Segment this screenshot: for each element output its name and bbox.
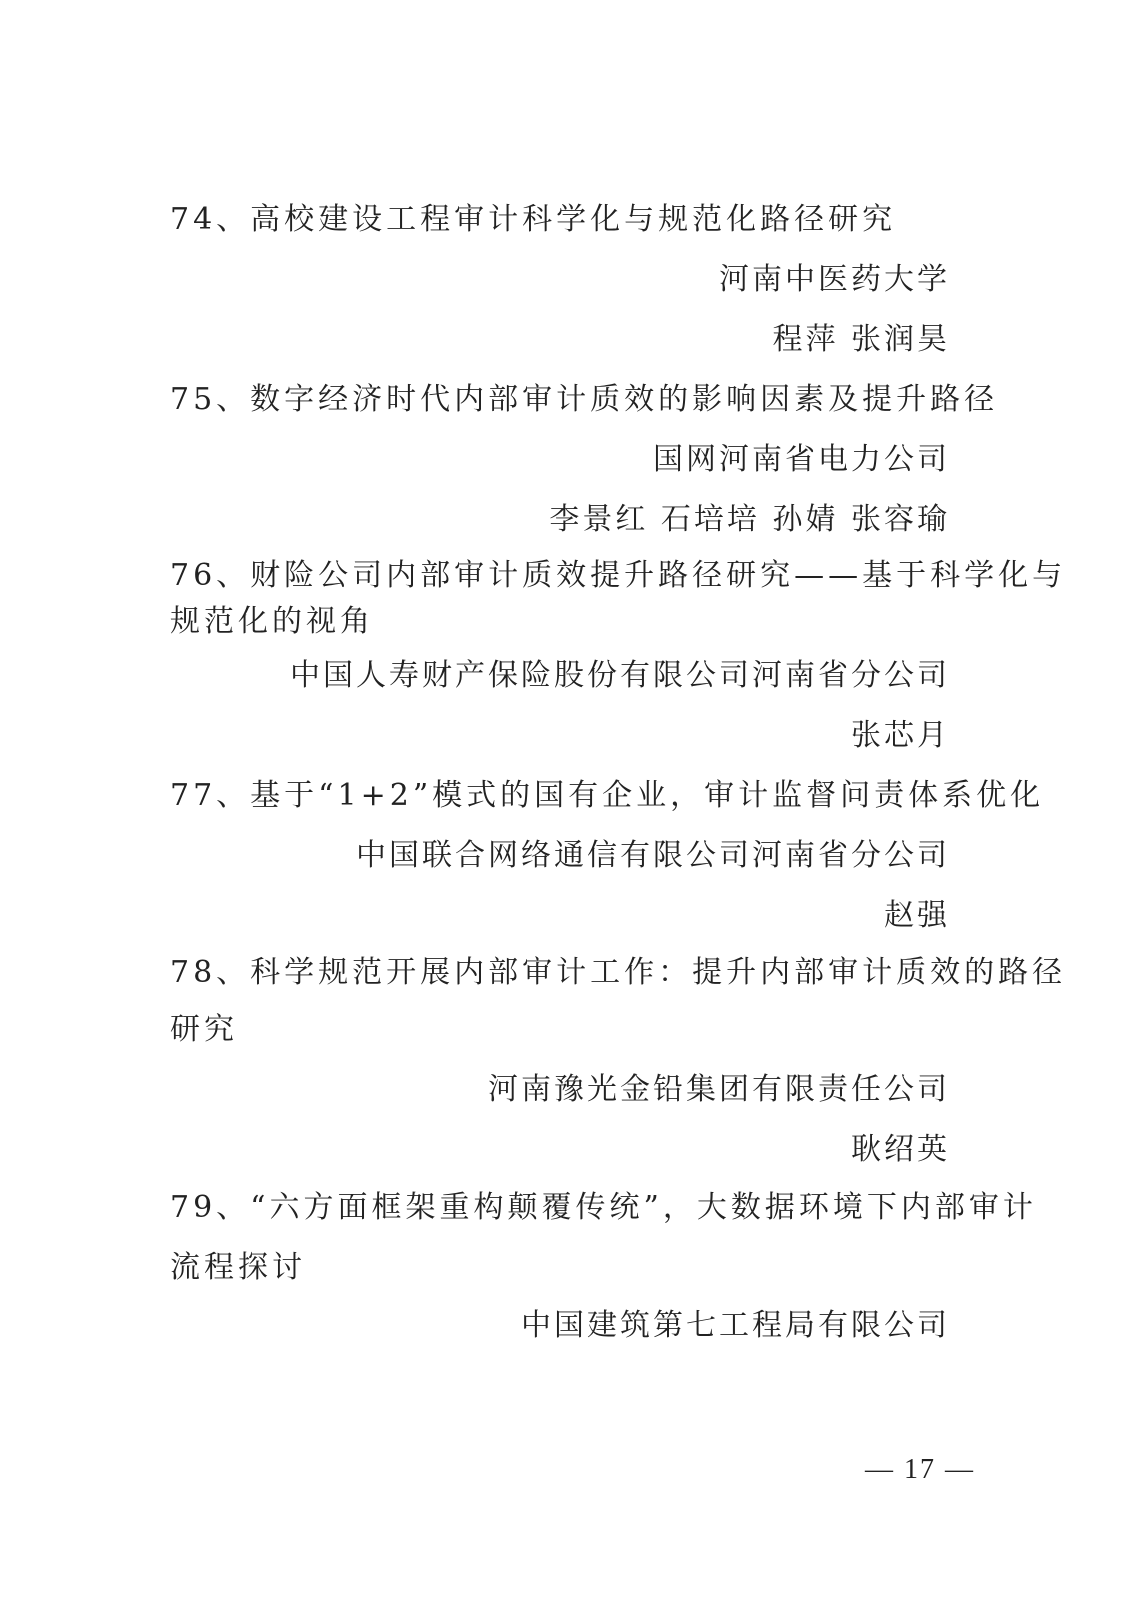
entry-79-title-line-1: 79、“六方面框架重构颠覆传统”，大数据环境下内部审计	[170, 1190, 1037, 1225]
entry-78-org: 河南豫光金铅集团有限责任公司	[488, 1072, 950, 1107]
entry-79-title-line-2: 流程探讨	[170, 1250, 306, 1285]
entry-79-org: 中国建筑第七工程局有限公司	[521, 1308, 950, 1343]
entry-76-authors: 张芯月	[851, 718, 950, 753]
entry-77-title: 77、基于“1+2”模式的国有企业，审计监督问责体系优化	[170, 778, 1045, 813]
page-number: — 17 —	[865, 1454, 975, 1485]
entry-75-authors: 李景红 石培培 孙婧 张容瑜	[549, 502, 950, 537]
entry-76-title-line-1: 76、财险公司内部审计质效提升路径研究——基于科学化与	[170, 558, 1067, 593]
entry-77-org: 中国联合网络通信有限公司河南省分公司	[356, 838, 950, 873]
entry-76-org: 中国人寿财产保险股份有限公司河南省分公司	[290, 658, 950, 693]
entry-75-org: 国网河南省电力公司	[653, 442, 950, 477]
entry-76-title-line-2: 规范化的视角	[170, 604, 374, 639]
entry-78-authors: 耿绍英	[851, 1132, 950, 1167]
entry-74-authors: 程萍 张润昊	[772, 322, 950, 357]
entry-78-title-line-2: 研究	[170, 1012, 238, 1047]
entry-77-authors: 赵强	[884, 898, 950, 933]
entry-74-title: 74、高校建设工程审计科学化与规范化路径研究	[170, 202, 897, 237]
entry-75-title: 75、数字经济时代内部审计质效的影响因素及提升路径	[170, 382, 999, 417]
entry-78-title-line-1: 78、科学规范开展内部审计工作：提升内部审计质效的路径	[170, 955, 1067, 990]
entry-74-org: 河南中医药大学	[719, 262, 950, 297]
